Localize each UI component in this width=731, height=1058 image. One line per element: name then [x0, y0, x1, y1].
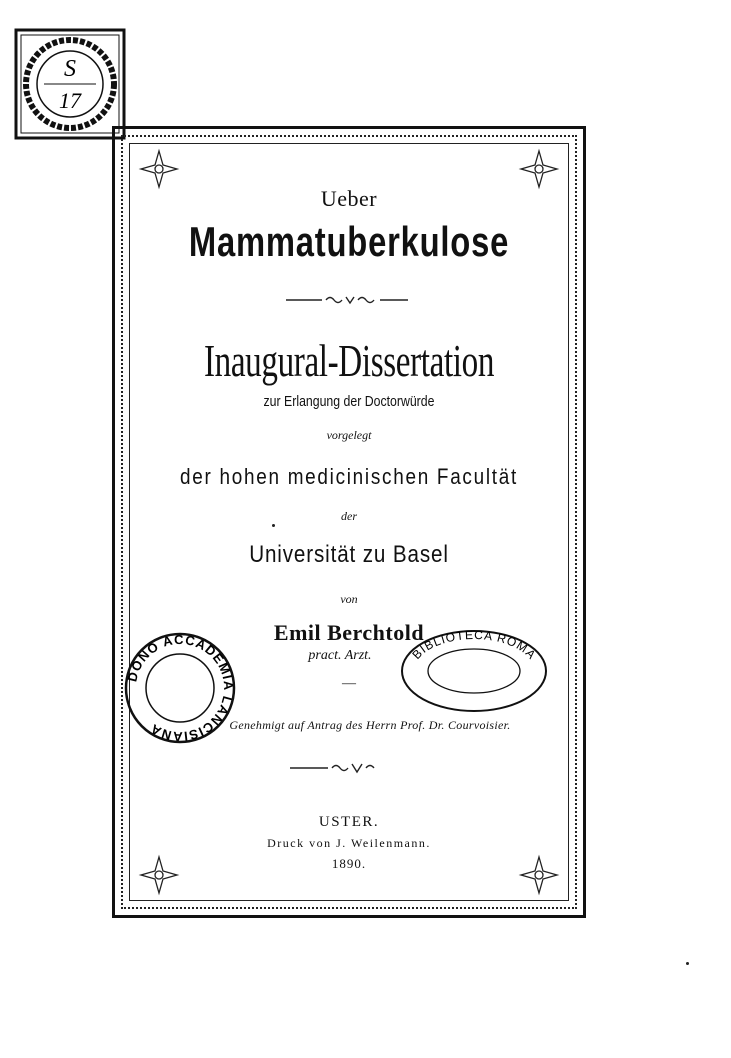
- divider-ornament-icon: [0, 292, 731, 308]
- author-name: Emil Berchtold: [273, 620, 425, 645]
- purpose-line: zur Erlangung der Doctorwürde: [263, 393, 435, 410]
- donation-stamp: [120, 628, 240, 748]
- year-line: 1890.: [331, 856, 367, 871]
- document-type: Inaugural-Dissertation: [203, 335, 495, 386]
- university-line: Universität zu Basel: [249, 541, 449, 568]
- library-stamp-text: BIBLIOTECA ROMA: [409, 627, 540, 663]
- approval-line: Genehmigt auf Antrag des Herrn Prof. Dr. Courvoisier.: [229, 718, 511, 732]
- library-stamp-top: [14, 28, 126, 140]
- library-stamp-roma: [398, 626, 550, 716]
- donation-stamp-text: DONO ACCADEMIA LANCISIANA: [124, 631, 237, 745]
- der-line: der: [341, 509, 357, 523]
- ink-speck: [272, 524, 275, 527]
- ink-speck: [686, 962, 689, 965]
- pre-title: Ueber: [320, 186, 378, 211]
- author-title: pract. Arzt.: [308, 648, 372, 663]
- svg-text:DONO ACCADEMIA LANCISIANA: [124, 632, 236, 744]
- presented-line: vorgelegt: [326, 428, 372, 442]
- corner-ornament-icon: [517, 147, 561, 191]
- von-line: von: [340, 592, 358, 606]
- document-title: Mammatuberkulose: [188, 218, 510, 265]
- stamp-number: 17: [59, 88, 81, 113]
- corner-ornament-icon: [137, 147, 181, 191]
- separator-dash: —: [342, 676, 356, 691]
- svg-text:BIBLIOTECA ROMA: [409, 628, 539, 662]
- stamp-letter: S: [64, 56, 76, 82]
- faculty-line: der hohen medicinischen Facultät: [180, 464, 518, 489]
- divider-ornament-icon: [0, 760, 731, 776]
- place-line: USTER.: [318, 814, 380, 830]
- printer-line: Druck von J. Weilenmann.: [267, 836, 431, 850]
